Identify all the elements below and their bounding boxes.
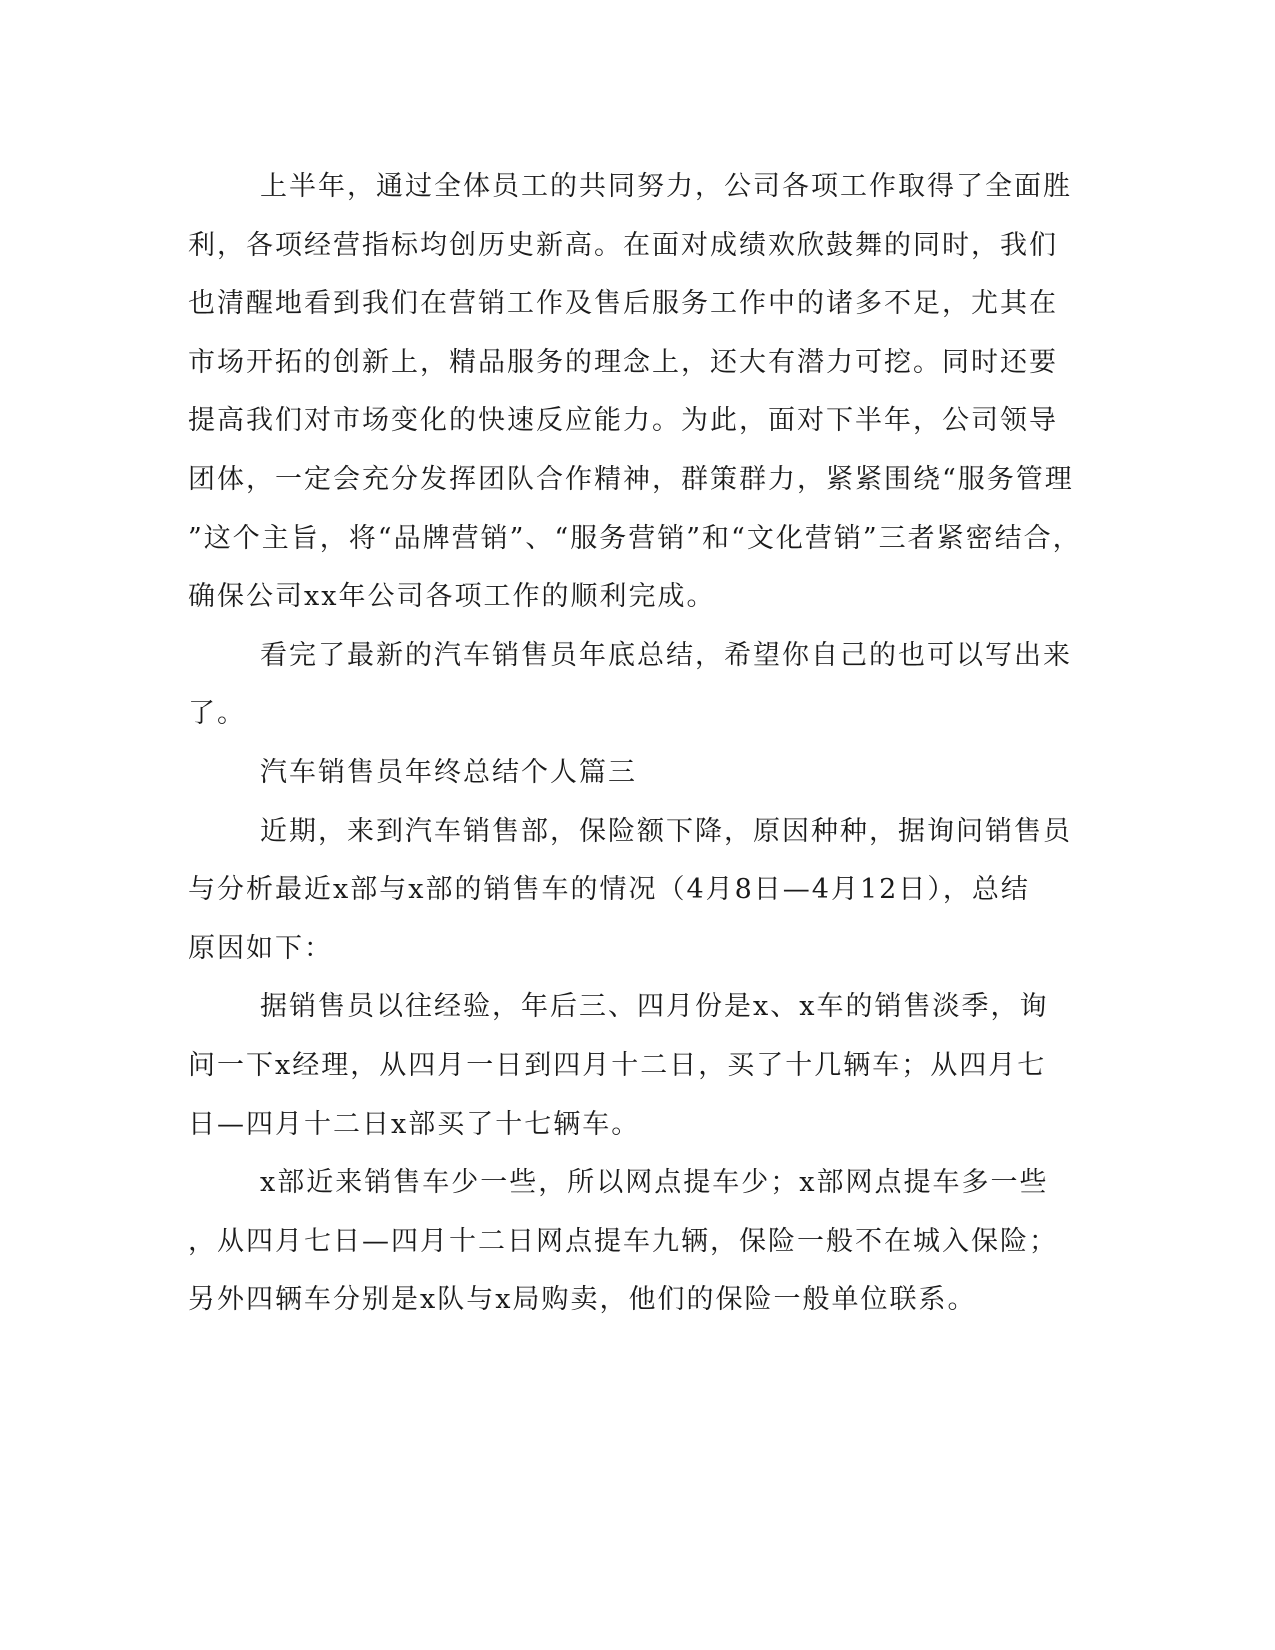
- paragraph-2: [188, 627, 1078, 744]
- paragraph-line: 据销售员以往经验，年后三、四月份是x、x车的销售淡季，询: [260, 991, 1049, 1023]
- section-title: 汽车销售员年终总结个人篇三: [260, 756, 637, 788]
- paragraph-line: ”这个主旨，将“品牌营销”、“服务营销”和“文化营销”三者紧密结合，: [188, 522, 1082, 554]
- paragraph-line: 原因如下：: [188, 932, 333, 964]
- paragraph-line: x部近来销售车少一些，所以网点提车少；x部网点提车多一些: [260, 1167, 1049, 1199]
- paragraph-line: 近期，来到汽车销售部，保险额下降，原因种种，据询问销售员: [260, 815, 1072, 847]
- paragraph-line: 也清醒地看到我们在营销工作及售后服务工作中的诸多不足，尤其在: [188, 288, 1058, 320]
- paragraph-line: 日—四月十二日x部买了十七辆车。: [188, 1108, 641, 1140]
- paragraph-5: [188, 1154, 1078, 1330]
- paragraph-line: ，从四月七日—四月十二日网点提车九辆，保险一般不在城入保险；: [188, 1225, 1058, 1257]
- paragraph-3: [188, 803, 1078, 979]
- paragraph-4: [188, 978, 1078, 1154]
- paragraph-line: 问一下x经理，从四月一日到四月十二日，买了十几辆车；从四月七: [188, 1049, 1047, 1081]
- paragraph-line: 另外四辆车分别是x队与x局购卖，他们的保险一般单位联系。: [188, 1284, 977, 1316]
- paragraph-line: 市场开拓的创新上，精品服务的理念上，还大有潜力可挖。同时还要: [188, 346, 1058, 378]
- paragraph-line: 与分析最近x部与x部的销售车的情况（4月8日—4月12日），总结: [188, 874, 1030, 906]
- document-body: [188, 158, 1082, 1330]
- paragraph-line: 利，各项经营指标均创历史新高。在面对成绩欢欣鼓舞的同时，我们: [188, 229, 1058, 261]
- paragraph-line: 确保公司xx年公司各项工作的顺利完成。: [188, 581, 716, 613]
- paragraph-1: [188, 158, 1082, 627]
- paragraph-line: 团体，一定会充分发挥团队合作精神，群策群力，紧紧围绕“服务管理: [188, 463, 1074, 495]
- paragraph-line: 了。: [188, 698, 246, 730]
- paragraph-line: 提高我们对市场变化的快速反应能力。为此，面对下半年，公司领导: [188, 405, 1058, 437]
- paragraph-line: 看完了最新的汽车销售员年底总结，希望你自己的也可以写出来: [260, 639, 1072, 671]
- paragraph-line: 上半年，通过全体员工的共同努力，公司各项工作取得了全面胜: [260, 171, 1072, 202]
